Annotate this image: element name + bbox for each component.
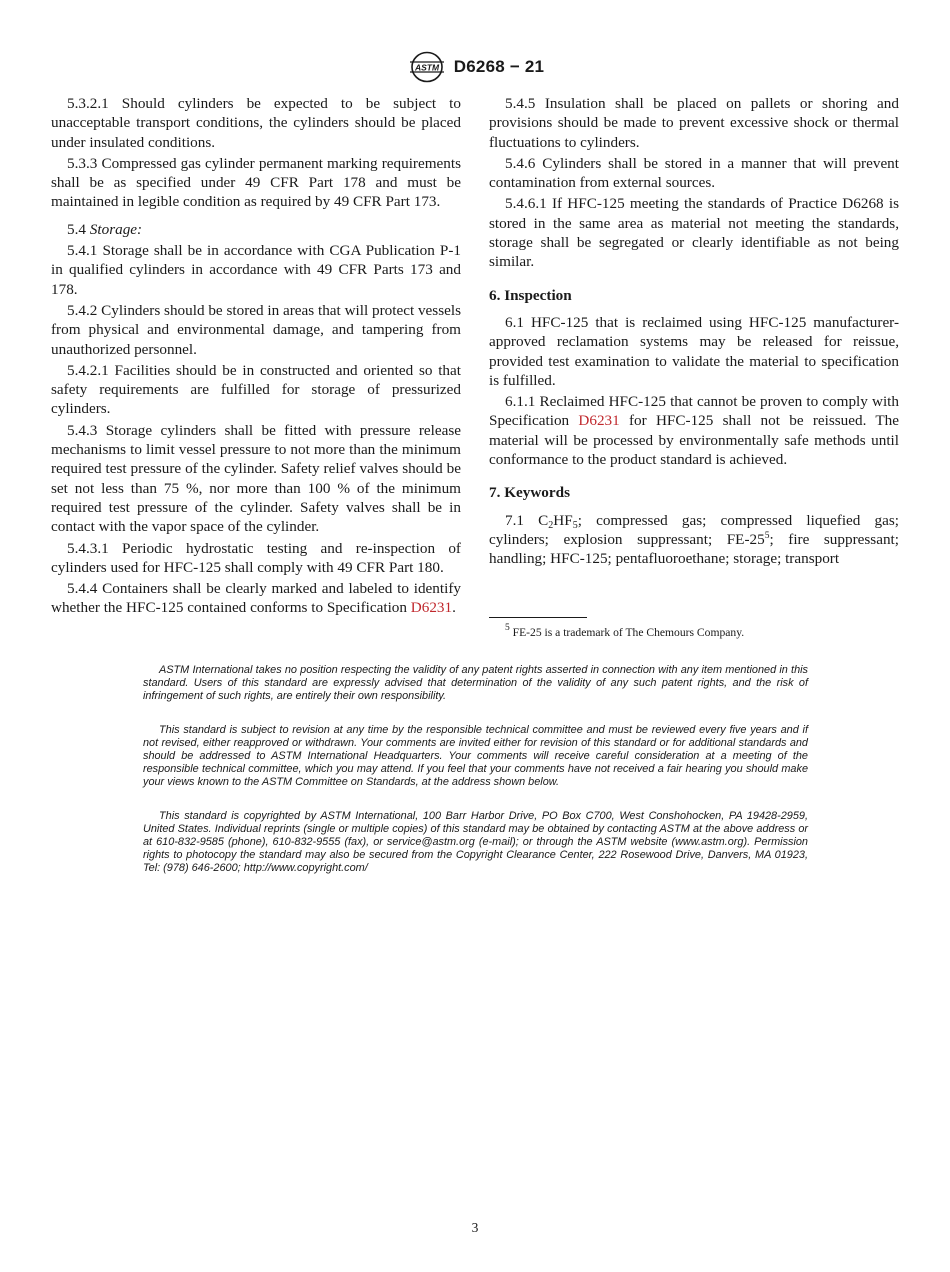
section-5-4-title: Storage: [89, 220, 143, 238]
copyright-notice: This standard is copyrighted by ASTM International, 100 Barr Harbor Drive, PO Box C700, West Conshohocken, PA 19428-2959, United States. Individual reprints (single or multiple copies) of this standard may be obtained by contacting ASTM at the above address or at 610-832-9585 (phone), 610-832-9555 (fax), or service@astm.org (e-mail); or through the ASTM website (www.astm.org). Permission rights to photocopy the standard may also be secured from the Copyright Clearance Center, 222 Rosewood Drive, Danvers, MA 01923, Tel: (978) 646-2600; http://www.copyright.com/ [143, 809, 808, 875]
standard-designation: D6268 − 21 [453, 57, 545, 76]
page-header [0, 50, 950, 84]
keywords-formula-sub-2: 2 [548, 519, 554, 531]
paragraph-6-1-1-text: 6.1.1 Reclaimed HFC-125 that cannot be proven to comply with Specification [489, 393, 899, 430]
page-number: 3 [471, 1220, 479, 1235]
paragraph-5-4-6-1: 5.4.6.1 If HFC-125 meeting the standards of Practice D6268 is stored in the same area as material not meeting the standards, storage shall be segregated or clearly identifiable as not being similar. [489, 195, 899, 271]
section-5-4-heading [51, 220, 461, 239]
section-7-heading: 7. Keywords [489, 484, 570, 502]
logo-text: ASTM [414, 62, 439, 73]
paragraph-5-4-3-1: 5.4.3.1 Periodic hydrostatic testing and re-inspection of cylinders used for HFC-125 shall comply with 49 CFR Part 180. [51, 539, 461, 576]
paragraph-6-1-1 [489, 392, 899, 469]
paragraph-5-3-3: 5.3.3 Compressed gas cylinder permanent marking requirements shall be as specified under 49 CFR Part 178 and must be maintained in legible condition as required by 49 CFR Part 173. [51, 154, 461, 211]
d6231-link[interactable]: D6231 [410, 599, 453, 617]
paragraph-5-3-2-1: 5.3.2.1 Should cylinders be expected to be subject to unacceptable transport conditions, the cylinders should be placed under insulated conditions. [51, 95, 461, 151]
paragraph-7-1 [489, 511, 899, 569]
paragraph-5-4-4 [51, 579, 461, 618]
right-column [489, 94, 899, 571]
left-column [51, 94, 461, 620]
keywords-list-part1: ; compressed gas; compressed liquefied gas; cylinders; explosion suppressant; FE-25 [489, 511, 899, 548]
footnote-divider [489, 617, 587, 618]
paragraph-6-1-1-rest: for HFC-125 shall not be reissued. The material will be processed by environmentally safe methods until conformance to the product standard is achieved. [489, 412, 899, 469]
astm-notice [143, 664, 808, 896]
keywords-list-part2: ; fire suppressant; handling; HFC-125; pentafluoroethane; storage; transport [489, 530, 899, 568]
footnote-text: FE-25 is a trademark of The Chemours Company. [509, 626, 745, 639]
paragraph-5-4-4-text: 5.4.4 Containers shall be clearly marked and labeled to identify whether the HFC-125 contained conforms to Specification [51, 580, 461, 617]
footnote [505, 623, 745, 640]
paragraph-5-4-3: 5.4.3 Storage cylinders shall be fitted with pressure release mechanisms to limit vessel pressure to not more than the minimum required test pressure of the cylinder. Safety relief valves should be set not less than 75 %, nor more than 100 % of the minimum required test pressure of the cylinder. Safety valves shall be in contact with the vapor space of the cylinder. [51, 421, 461, 536]
paragraph-5-4-4-end: . [452, 599, 456, 617]
astm-logo-icon [406, 51, 448, 83]
paragraph-5-4-2: 5.4.2 Cylinders should be stored in areas that will protect vessels from physical and environmental damage, and tampering from unauthorized personnel. [51, 301, 461, 358]
section-6-heading: 6. Inspection [489, 286, 572, 304]
section-5-4-number: 5.4 [67, 220, 86, 238]
footnote-marker: 5 [505, 623, 510, 633]
paragraph-5-4-1: 5.4.1 Storage shall be in accordance with CGA Publication P-1 in qualified cylinders in accordance with 49 CFR Parts 173 and 178. [51, 242, 461, 298]
keywords-formula-sub-5: 5 [572, 519, 578, 531]
revision-notice: This standard is subject to revision at any time by the responsible technical committee and must be reviewed every five years and if not revised, either reapproved or withdrawn. Your comments are invited either for revision of this standard or for additional standards and should be addressed to ASTM International Headquarters. Your comments will receive careful consideration at a meeting of the responsible technical committee, which you may attend. If you feel that your comments have not received a fair hearing you should make your views known to the ASTM Committee on Standards, at the address shown below. [143, 723, 808, 789]
footnote-ref[interactable]: 5 [764, 530, 770, 541]
d6231-link[interactable]: D6231 [578, 412, 620, 430]
paragraph-5-4-6: 5.4.6 Cylinders shall be stored in a manner that will prevent contamination from external sources. [489, 154, 899, 192]
paragraph-5-4-2-1: 5.4.2.1 Facilities should be in constructed and oriented so that safety requirements are fulfilled for storage of pressurized cylinders. [51, 361, 461, 418]
keywords-formula-c: 7.1 C [505, 511, 549, 529]
paragraph-6-1: 6.1 HFC-125 that is reclaimed using HFC-125 manufacturer-approved reclamation systems may be released for reissue, provided test examination to validate the material to specification is fulfilled. [489, 313, 899, 389]
keywords-formula-hf: HF [553, 511, 573, 529]
patent-notice: ASTM International takes no position respecting the validity of any patent rights asserted in connection with any item mentioned in this standard. Users of this standard are expressly advised that determination of the validity of any such patent rights, and the risk of infringement of such rights, are entirely their own responsibility. [143, 664, 808, 703]
paragraph-5-4-5: 5.4.5 Insulation shall be placed on pallets or shoring and provisions should be made to prevent excessive shock or thermal fluctuations to cylinders. [489, 95, 899, 151]
